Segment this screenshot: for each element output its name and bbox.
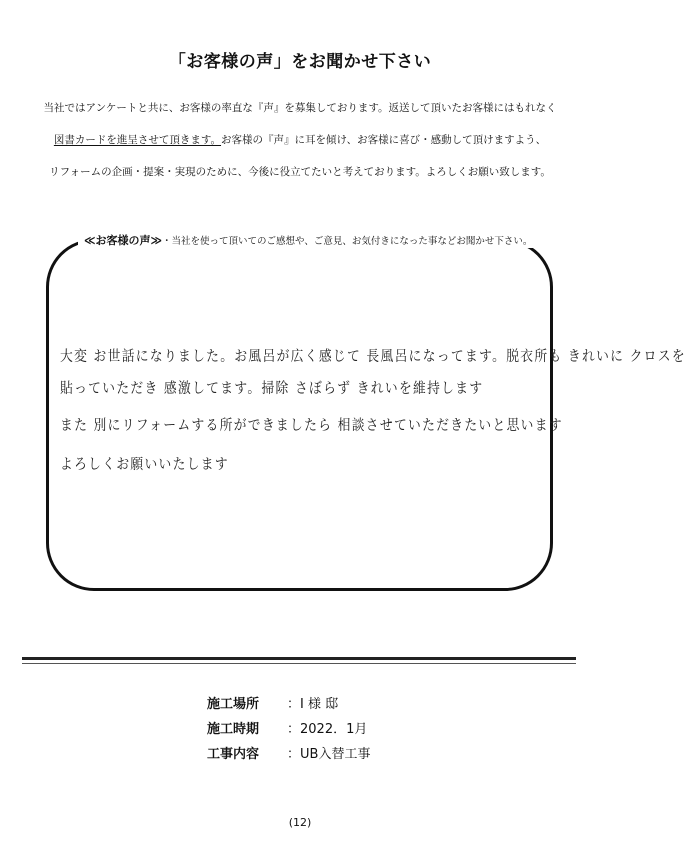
period-value: 2022．1月 (300, 722, 368, 737)
location-value: I 様 邸 (300, 697, 339, 712)
info-work (207, 743, 370, 762)
intro-underlined-offer: 図書カードを進呈させて頂きます。 (53, 134, 222, 146)
voice-box-label: ≪お客様の声≫ (84, 234, 163, 247)
intro-line-2-rest: お客様の『声』に耳を傾け、お客様に喜び・感動して頂けますよう、 (221, 134, 547, 146)
intro-line-2 (0, 132, 600, 147)
voice-box-heading (78, 232, 538, 248)
info-period (207, 718, 367, 737)
handwritten-line-4: よろしくお願いいたします (60, 457, 229, 473)
info-separator: ： (287, 722, 301, 737)
info-separator: ： (287, 697, 301, 712)
period-label: 施工時期 (207, 722, 260, 737)
voice-box-instruction: ・当社を使って頂いてのご感想や、ご意見、お気付きになった事などお聞かせ下さい。 (162, 236, 533, 247)
divider-thin (22, 663, 576, 664)
info-separator: ： (287, 747, 301, 762)
work-label: 工事内容 (207, 747, 260, 762)
handwritten-line-1: 大変 お世話になりました。お風呂が広く感じて 長風呂になってます。脱衣所も きれいに クロスを (60, 349, 686, 365)
intro-line-1: 当社ではアンケートと共に、お客様の率直な『声』を募集しております。返送して頂いたお客様にはもれなく (43, 102, 557, 114)
page-title: 「お客様の声」をお聞かせ下さい (168, 52, 432, 72)
handwritten-line-2: 貼っていただき 感激してます。掃除 さぼらず きれいを維持します (60, 381, 484, 397)
page-number: (12) (288, 816, 312, 829)
info-location (207, 693, 338, 712)
location-label: 施工場所 (207, 697, 260, 712)
work-value: UB入替工事 (300, 747, 371, 762)
handwritten-line-3: また 別にリフォームする所ができましたら 相談させていただきたいと思います (60, 418, 563, 434)
intro-line-3: リフォームの企画・提案・実現のために、今後に役立てたいと考えております。よろしくお願い致します。 (49, 166, 551, 178)
divider-thick (22, 657, 576, 660)
